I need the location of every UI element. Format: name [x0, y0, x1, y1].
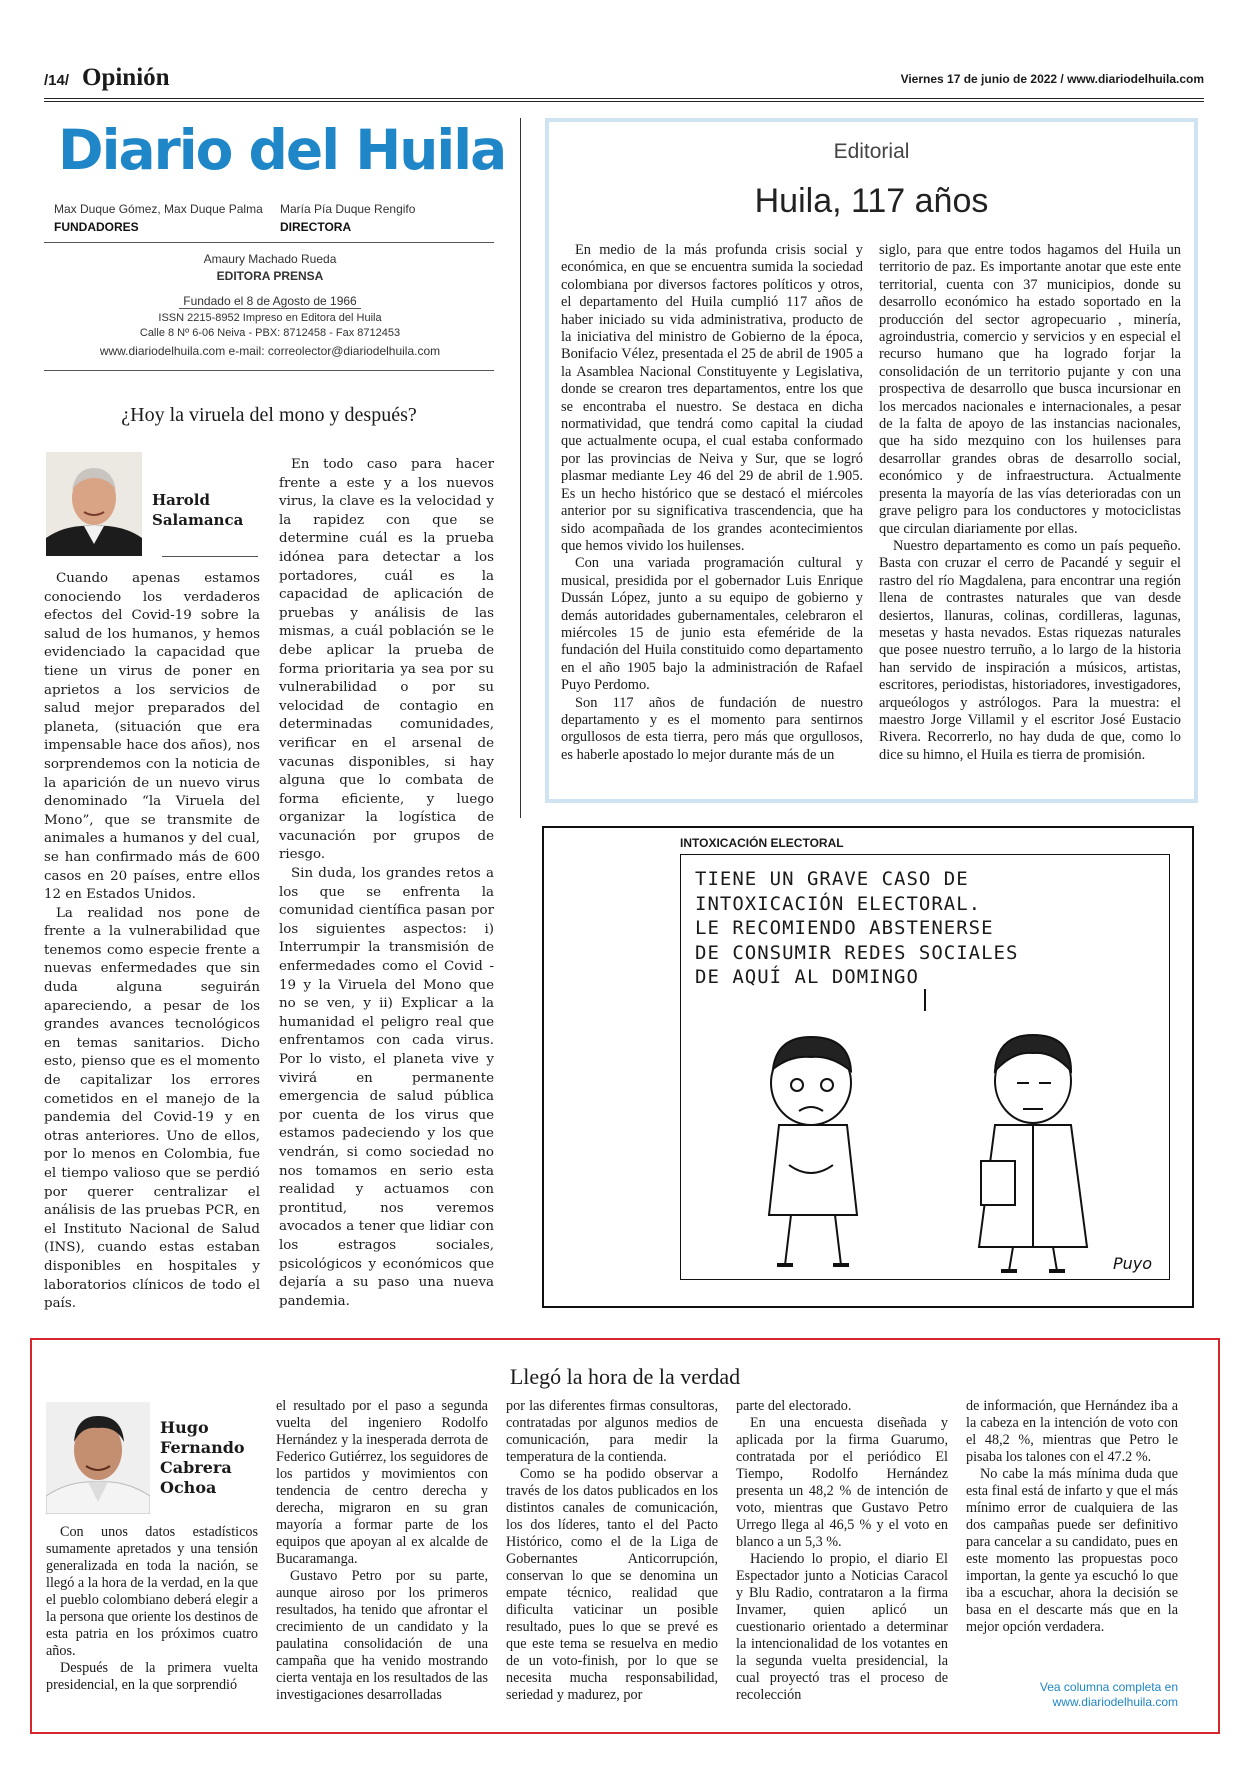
- masthead-bottom-rule: [44, 370, 494, 371]
- avatar-icon: [46, 1402, 150, 1514]
- column-divider: [520, 118, 521, 818]
- section-name: Opinión: [82, 64, 170, 91]
- column2-title: Llegó la hora de la verdad: [509, 1364, 741, 1389]
- masthead-logo: Diario del Huila: [58, 118, 506, 182]
- founded-date: Fundado el 8 de Agosto de 1966: [30, 294, 510, 308]
- author-photo-harold: [46, 452, 142, 556]
- cartoon-panel: [680, 854, 1170, 1280]
- director-role: DIRECTORA: [280, 220, 352, 234]
- founders-role: FUNDADORES: [54, 220, 139, 234]
- editor-credit: [30, 252, 510, 283]
- column2-text-a: Con unos datos estadísticos sumamente apretados y una tensión generalizada en toda la nación, se llegó a la hora de la verdad, en la que el pueblo colombiano deberá elegir a la persona que oriente los destinos de esta patria en los próximos cuatro años. Después de la primera vuelta presidencial, en la que sorprendió: [46, 1524, 258, 1693]
- date-and-website[interactable]: Viernes 17 de junio de 2022 / www.diariodelhuila.com: [900, 72, 1204, 86]
- read-more-link[interactable]: Vea columna completa en www.diariodelhuila.com: [1039, 1680, 1178, 1709]
- cartoon-signature: Puyo: [1113, 1254, 1153, 1273]
- column2-author: Hugo Fernando Cabrera Ochoa: [160, 1418, 245, 1497]
- address-line: Calle 8 Nº 6-06 Neiva - PBX: 8712458 - Fax 8712453: [139, 327, 401, 339]
- editor-name: Amaury Machado Rueda: [203, 252, 337, 266]
- column1-author: Harold Salamanca: [152, 491, 244, 529]
- cartoon-illustration: [681, 985, 1171, 1281]
- editorial-label: Editorial: [833, 140, 910, 163]
- page-number: /14/: [44, 72, 70, 89]
- director-credit: [280, 202, 415, 234]
- editorial-text-a: En medio de la más profunda crisis social y económica, en que se encuentra sumida la sociedad colombiana por diversos factores políticos y otros, el departamento del Huila cumplió 117 años de haber iniciado su vida administrativa, producto de la iniciativa del ministro de Gobierno de la época, Bonifacio Vélez, presentada el 25 de abril de 1905 a la Asamblea Nacional Constituyente y Legislativa, donde se crearon tres departamentos, entre los que se encontraba el nuestro. Se destaca en dicha normatividad, que tendrá como capital la ciudad que actualmente ocupa, el cual estaba conformado por las provincias de Neiva y Sur, que se logró plasmar mediante Ley 46 del 29 de abril de 1.905. Es un hecho histórico que se destacó el miércoles anterior por su significativa trascendencia, que ha sido acompañada de los grandes acontecimientos que hemos vivido los huilenses. Con una variada programación cultural y musical, presidida por el gobernador Luis Enrique Dussán López, junto a su equipo de gobierno y demás autoridades gubernamentales, celebraron el miércoles 15 de junio esta efeméride de la fundación del Huila constituido como departamento en el año 1905 bajo la administración de Rafael Puyo Perdomo. Son 117 años de fundación de nuestro departamento y es el momento para sentirnos orgullosos de esta tierra, pero más que orgullosos, es haberle apostado lo mejor durante más de un: [561, 242, 863, 763]
- founders-names: Max Duque Gómez, Max Duque Palma: [54, 202, 263, 216]
- director-name: María Pía Duque Rengifo: [280, 202, 416, 216]
- column1-title: ¿Hoy la viruela del mono y después?: [121, 404, 417, 426]
- bottom-column-box: [30, 1338, 1220, 1734]
- issn-line: ISSN 2215-8952 Impreso en Editora del Huila: [158, 312, 382, 324]
- column1-text-b: En todo caso para hacer frente a este y a los nuevos virus, la clave es la velocidad y la rapidez con que se determine cuál es la prueba idónea para detectar a los portadores, cuál es la capacidad de aplicación de pruebas y análisis de las mismas, a cuál población se le debe aplicar la prueba de forma prioritaria ya sea por su vulnerabilidad o por su velocidad de contagio en determinadas comunidades, verificar en el arsenal de vacunas disponibles, si hay alguna que lo combata de forma eficiente, y luego organizar la logística de vacunación por grupos de riesgo. Sin duda, los grandes retos a los que se enfrenta la comunidad científica pasan por los siguientes aspectos: i) Interrumpir la transmisión de enfermedades como el Covid - 19 y la Viruela del Mono que no se ven, y ii) Explicar a la humanidad el peligro real que enfrentamos con cada virus. Por lo visto, el planeta vive y vivirá en permanente emergencia de salud pública por cuenta de los virus que estamos padeciendo y los que vendrán, si como sociedad no nos tomamos en serio esta realidad y actuamos con prontitud, nos veremos avocados a tener que lidiar con los estragos sociales, psicológicos y económicos que dejaría a su paso una nueva pandemia.: [279, 457, 494, 1309]
- founders-credit: [54, 202, 263, 234]
- column2-text-b: el resultado por el paso a segunda vuelta del ingeniero Rodolfo Hernández y la inesperada derrota de Federico Gutiérrez, los seguidores de los partidos y movimientos con tendencia de centro derecha y derecha, migraron en su gran mayoría a formar parte de los equipos que apoyan al ex alcalde de Bucaramanga. Gustavo Petro por su parte, aunque airoso por los primeros resultados, ha tenido que afrontar el crecimiento de un candidato y la paulatina consolidación de una campaña que ha venido mostrando cierta ventaja en los resultados de las investigaciones desarrolladas: [276, 1398, 488, 1703]
- author-photo-hugo: [46, 1402, 150, 1514]
- contact-line[interactable]: www.diariodelhuila.com e-mail: correolector@diariodelhuila.com: [99, 344, 441, 358]
- column2-text-e: de información, que Hernández iba a la cabeza en la intención de voto con el 48,2 %, mientras que Petro le pisaba los talones con el 47.2 %. No cabe la más mínima duda que esta final está de infarto y que el más mínimo error de cualquiera de las dos campañas puede ser definitivo para cancelar a su candidato, pues en este momento las propuestas poco importan, la gente ya escuchó lo que iba a escuchar, ahora la decisión se basa en el descarte más que en la mejor opción verdadera.: [966, 1398, 1178, 1635]
- editorial-text-b: siglo, para que entre todos hagamos del Huila un territorio de paz. Es importante anotar que este ente territorial, cuenta con 37 municipios, donde su desarrollo económico ha estado soportado en la producción del sector agropecuario , minería, agroindustria, comercio y servicios y en especial el recurso humano que ha logrado forjar la consolidación de un territorio pujante y con una prospectiva de desarrollo que busca incursionar en los mercados nacionales e internacionales, a pesar de la falta de apoyo de las instancias nacionales, que ha sido mezquino con los huilenses para desarrollar grandes obras de desarrollo social, económico y de infraestructura. Actualmente presenta la mayoría de las vías deterioradas con un grave peligro para los conductores y motociclistas que circulan diariamente por ellas. Nuestro departamento es como un país pequeño. Basta con cruzar el cerro de Pacandé y seguir el rastro del río Magdalena, para encontrar una región llena de contrastes naturales que van desde desiertos, llanuras, colinas, cordilleras, lagunas, mesetas y hasta nevados. Estas riquezas naturales que posee nuestro terruño, a lo largo de la historia han servido de inspiración a músicos, artistas, escritores, periodistas, historiadores, investigadores, arqueólogos y astrólogos. Para la muestra: el maestro Jorge Villamil y el escritor José Eustacio Rivera. Recorrerlo, no hay duda de que, como lo dice su himno, el Huila es tierra de promisión.: [879, 242, 1181, 763]
- cartoon-label: INTOXICACIÓN ELECTORAL: [680, 836, 844, 850]
- column1-text-a: Cuando apenas estamos conociendo los verdaderos efectos del Covid-19 sobre la salud de los humanos, y hemos evidenciado la capacidad que tiene un virus de poner en aprietos a los servicios de salud mejor preparados del planeta, (situación que era impensable hace dos años), nos sorprendemos con la noticia de la aparición de un nuevo virus denominado “la Viruela del Mono”, que se transmite de animales a humanos y del cual, se han confirmado más de 600 casos en 20 países, entre ellos 12 en Estados Unidos. La realidad nos pone de frente a la vulnerabilidad que tenemos como especie frente a nuevas enfermedades que sin duda alguna seguirán apareciendo, a pesar de los grandes avances tecnológicos en temas sanitarios. Dicho esto, pienso que es el momento de capitalizar los errores cometidos en el manejo de la pandemia del Covid-19 y en otras anteriores. Uno de ellos, por lo menos en Colombia, fue el tiempo valioso que se perdió por querer centralizar el análisis de las pruebas PCR, en el Instituto Nacional de Salud (INS), cuando estas estaban disponibles en hospitales y laboratorios clínicos de todo el país.: [44, 571, 260, 1312]
- cartoon-speech: TIENE UN GRAVE CASO DE INTOXICACIÓN ELECTORAL. LE RECOMIENDO ABSTENERSE DE CONSUMIR REDES SOCIALES DE AQUÍ AL DOMINGO: [695, 868, 1019, 988]
- column2-text-c: por las diferentes firmas consultoras, contratadas por algunos medios de comunicación, para medir la temperatura de la contienda. Como se ha podido observar a través de los datos publicados en los distintos canales de comunicación, los dos líderes, tanto el del Pacto Histórico, como el de la Liga de Gobernantes Anticorrupción, conservan lo que se denomina un empate técnico, realidad que dificulta vaticinar un posible resultado, pues lo que se prevé es que este tema se resuelva en medio de un voto-finish, por lo que se necesita mucha responsabilidad, seriedad y madurez, por: [506, 1398, 718, 1703]
- header-rule: [44, 98, 1204, 102]
- editor-role: EDITORA PRENSA: [216, 269, 324, 283]
- section-header: [44, 62, 1204, 96]
- avatar-icon: [46, 452, 142, 556]
- editorial-box: [545, 118, 1198, 803]
- author-rule: [162, 556, 258, 557]
- cartoon-frame: [542, 826, 1194, 1308]
- editorial-title: Huila, 117 años: [754, 182, 989, 220]
- masthead-divider: [44, 242, 494, 243]
- masthead-info: [30, 294, 510, 358]
- column2-text-d: parte del electorado. En una encuesta diseñada y aplicada por la firma Guarumo, contratada por el periódico El Tiempo, Rodolfo Hernández presenta un 48,2 % de intención de voto, mientras que Gustavo Petro Urrego llega al 46,5 % y el voto en blanco a un 5,3 %. Haciendo lo propio, el diario El Espectador junto a Noticias Caracol y Blu Radio, contrataron a la firma Invamer, quien aplicó un cuestionario orientado a determinar la intencionalidad de los votantes en la segunda vuelta presidencial, la cual proyectó tras el proceso de recolección: [736, 1398, 948, 1703]
